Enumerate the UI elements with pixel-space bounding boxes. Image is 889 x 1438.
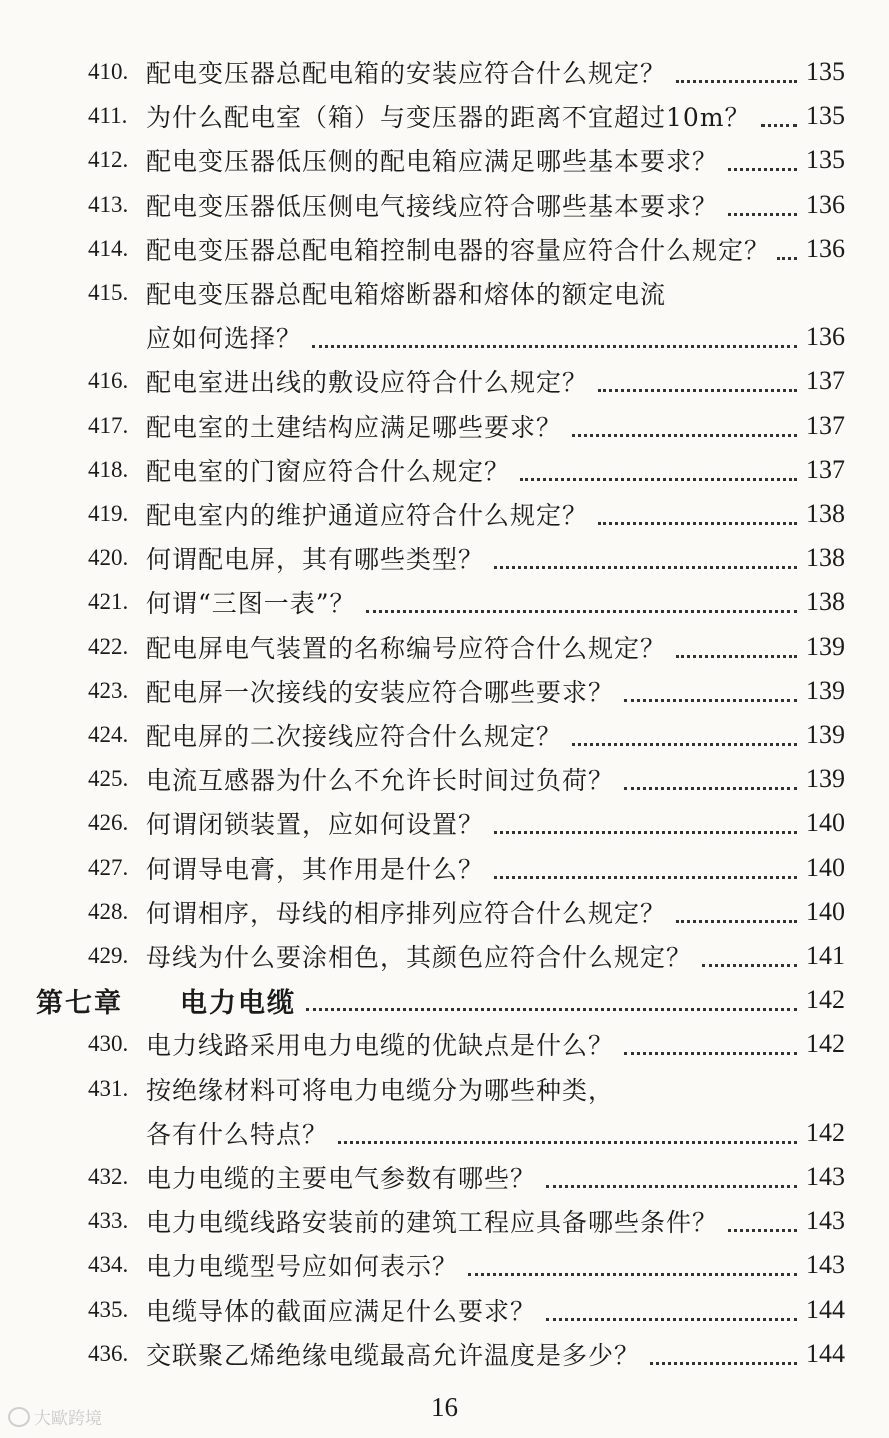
entry-number: 412. xyxy=(88,147,129,173)
entry-number: 424. xyxy=(88,722,129,747)
entry-number: 413. xyxy=(88,191,129,217)
leader-dots xyxy=(676,80,797,83)
entry-title: 配电室的土建结构应满足哪些要求？ xyxy=(146,412,563,442)
entry-title: 为什么配电室（箱）与变压器的距离不宜超过10m？ xyxy=(146,103,751,133)
leader-dots xyxy=(572,743,797,746)
entry-page: 143 xyxy=(806,1250,845,1280)
leader-dots xyxy=(624,699,797,702)
entry-page: 144 xyxy=(806,1294,845,1324)
entry-page: 140 xyxy=(806,896,845,926)
entry-number: 420. xyxy=(88,545,129,571)
entry-title: 配电屏电气装置的名称编号应符合什么规定？ xyxy=(146,633,667,663)
entry-number: 428. xyxy=(88,898,129,924)
entry-title: 何谓配电屏，其有哪些类型？ xyxy=(146,545,485,575)
leader-dots xyxy=(494,831,797,834)
page-number: 16 xyxy=(431,1392,458,1422)
toc-entry xyxy=(0,492,889,536)
entry-title: 配电屏一次接线的安装应符合哪些要求？ xyxy=(146,677,615,707)
entry-title: 配电变压器低压侧电气接线应符合哪些基本要求？ xyxy=(146,191,719,221)
entry-title: 何谓相序，母线的相序排列应符合什么规定？ xyxy=(146,898,667,928)
entry-title: 电力电缆型号应如何表示？ xyxy=(146,1252,459,1282)
entry-number: 430. xyxy=(88,1031,129,1057)
leader-dots xyxy=(520,478,797,481)
entry-title: 交联聚乙烯绝缘电缆最高允许温度是多少？ xyxy=(146,1340,641,1370)
entry-title: 配电室的门窗应符合什么规定？ xyxy=(146,456,511,486)
leader-dots xyxy=(598,522,797,525)
toc-entry xyxy=(0,846,889,890)
entry-page: 136 xyxy=(806,322,845,352)
entry-page: 137 xyxy=(806,410,845,440)
entry-title: 电力电缆的主要电气参数有哪些？ xyxy=(146,1164,537,1193)
chapter-name: 电力电缆 xyxy=(180,987,296,1019)
leader-dots xyxy=(650,1362,797,1365)
entry-title: 配电室进出线的敷设应符合什么规定？ xyxy=(146,368,589,398)
entry-title: 何谓导电膏，其作用是什么？ xyxy=(146,854,485,884)
entry-page: 140 xyxy=(806,808,845,838)
toc-entry xyxy=(0,404,889,448)
entry-number: 425. xyxy=(88,766,129,792)
chapter-heading xyxy=(0,978,889,1022)
entry-title: 配电屏的二次接线应符合什么规定？ xyxy=(146,722,563,751)
entry-number: 416. xyxy=(88,368,129,394)
entry-number: 434. xyxy=(88,1252,129,1278)
entry-page: 143 xyxy=(806,1206,845,1236)
leader-dots xyxy=(494,876,797,879)
entry-number: 421. xyxy=(88,589,129,615)
toc-entry xyxy=(0,50,889,94)
leader-dots xyxy=(728,168,797,171)
entry-title: 配电变压器总配电箱熔断器和熔体的额定电流 xyxy=(146,280,667,309)
toc-entry xyxy=(0,315,889,359)
entry-title: 配电变压器总配电箱控制电器的容量应符合什么规定？ xyxy=(146,235,771,265)
watermark xyxy=(8,1404,102,1429)
entry-page: 142 xyxy=(806,1117,845,1147)
leader-dots xyxy=(546,1185,797,1188)
entry-number: 422. xyxy=(88,633,129,659)
toc-entry xyxy=(0,890,889,934)
entry-number: 415. xyxy=(88,280,129,305)
entry-page: 143 xyxy=(806,1162,845,1191)
entry-number: 429. xyxy=(88,943,129,968)
entry-title: 各有什么特点？ xyxy=(146,1119,329,1149)
entry-title: 配电变压器低压侧的配电箱应满足哪些基本要求？ xyxy=(146,147,719,177)
entry-page: 137 xyxy=(806,366,845,396)
toc-entry xyxy=(0,227,889,271)
entry-number: 418. xyxy=(88,456,129,482)
toc-entry xyxy=(0,1332,889,1376)
entry-page: 135 xyxy=(806,101,845,131)
leader-dots xyxy=(624,787,797,790)
leader-dots xyxy=(366,610,797,613)
toc-entry xyxy=(0,934,889,978)
entry-title: 电力电缆线路安装前的建筑工程应具备哪些条件？ xyxy=(146,1208,719,1238)
entry-title: 应如何选择？ xyxy=(146,324,303,354)
entry-number: 410. xyxy=(88,59,129,84)
entry-number: 431. xyxy=(88,1075,129,1101)
entry-number: 435. xyxy=(88,1296,129,1322)
entry-page: 138 xyxy=(806,587,845,617)
toc-entry xyxy=(0,1155,889,1199)
toc-entry xyxy=(0,138,889,182)
entry-number: 427. xyxy=(88,854,129,880)
entry-title: 配电变压器总配电箱的安装应符合什么规定？ xyxy=(146,59,667,88)
entry-page: 136 xyxy=(806,233,845,263)
entry-page: 141 xyxy=(806,941,845,970)
watermark-text: 大歐跨境 xyxy=(34,1409,102,1429)
leader-dots xyxy=(676,920,797,923)
entry-title: 何谓“三图一表”？ xyxy=(146,589,356,619)
entry-title: 何谓闭锁装置，应如何设置？ xyxy=(146,810,485,840)
toc-entry xyxy=(0,271,889,315)
entry-number: 411. xyxy=(88,103,128,129)
leader-dots xyxy=(728,1229,797,1232)
leader-dots xyxy=(624,1052,797,1055)
toc-entry xyxy=(0,757,889,801)
entry-page: 136 xyxy=(806,189,845,219)
toc-entry xyxy=(0,1199,889,1243)
entry-page: 138 xyxy=(806,543,845,573)
watermark-logo-icon xyxy=(8,1407,30,1427)
chapter-label: 第七章 xyxy=(36,987,123,1019)
toc-entry xyxy=(0,1067,889,1111)
entry-page: 139 xyxy=(806,764,845,794)
entry-number: 423. xyxy=(88,677,129,703)
leader-dots xyxy=(338,1141,797,1144)
entry-number: 417. xyxy=(88,412,129,438)
entry-page: 135 xyxy=(806,145,845,175)
entry-page: 138 xyxy=(806,499,845,528)
entry-number: 433. xyxy=(88,1208,129,1234)
leader-dots xyxy=(676,655,797,658)
entry-page: 140 xyxy=(806,852,845,882)
entry-title: 母线为什么要涂相色，其颜色应符合什么规定？ xyxy=(146,943,693,972)
leader-dots xyxy=(312,345,797,348)
leader-dots xyxy=(572,434,797,437)
toc-entry xyxy=(0,183,889,227)
toc-entry xyxy=(0,1288,889,1332)
leader-dots xyxy=(761,124,797,127)
entry-page: 142 xyxy=(806,1029,845,1059)
chapter-page: 142 xyxy=(806,985,845,1015)
toc-entry xyxy=(0,713,889,757)
entry-page: 139 xyxy=(806,631,845,661)
leader-dots xyxy=(306,1008,797,1011)
toc-entry xyxy=(0,536,889,580)
entry-title: 电缆导体的截面应满足什么要求？ xyxy=(146,1296,537,1326)
entry-page: 139 xyxy=(806,720,845,749)
leader-dots xyxy=(777,257,797,260)
entry-page: 137 xyxy=(806,454,845,484)
toc-entry xyxy=(0,94,889,138)
leader-dots xyxy=(494,566,797,569)
leader-dots xyxy=(702,964,797,967)
toc-entry xyxy=(0,1243,889,1287)
entry-title: 电流互感器为什么不允许长时间过负荷？ xyxy=(146,766,615,796)
entry-number: 426. xyxy=(88,810,129,836)
entry-number: 436. xyxy=(88,1340,129,1366)
leader-dots xyxy=(546,1318,797,1321)
leader-dots xyxy=(598,389,797,392)
entry-number: 419. xyxy=(88,501,129,526)
toc-entry xyxy=(0,448,889,492)
toc-entry xyxy=(0,801,889,845)
toc-entry xyxy=(0,669,889,713)
entry-title: 按绝缘材料可将电力电缆分为哪些种类， xyxy=(146,1075,615,1105)
entry-page: 135 xyxy=(806,57,845,86)
leader-dots xyxy=(728,213,797,216)
toc-entry xyxy=(0,1111,889,1155)
toc-entry xyxy=(0,1022,889,1066)
entry-title: 电力线路采用电力电缆的优缺点是什么？ xyxy=(146,1031,615,1061)
toc-entry xyxy=(0,580,889,624)
entry-title: 配电室内的维护通道应符合什么规定？ xyxy=(146,501,589,530)
entry-page: 144 xyxy=(806,1338,845,1368)
entry-number: 432. xyxy=(88,1164,129,1189)
leader-dots xyxy=(468,1273,797,1276)
entry-page: 139 xyxy=(806,675,845,705)
toc-entry xyxy=(0,359,889,403)
entry-number: 414. xyxy=(88,235,129,261)
toc-entry xyxy=(0,625,889,669)
